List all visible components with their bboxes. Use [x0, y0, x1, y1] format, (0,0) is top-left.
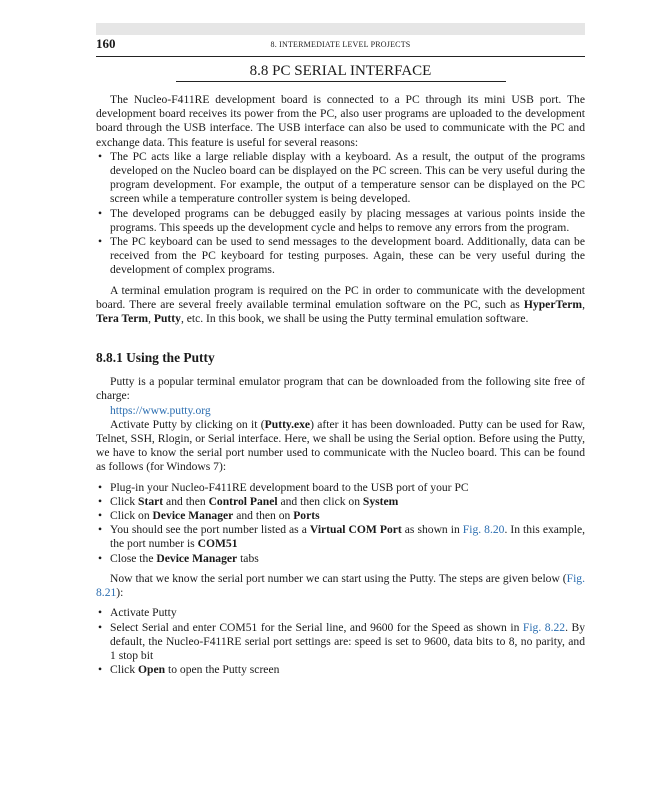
section-title: 8.8 PC SERIAL INTERFACE	[249, 63, 432, 79]
putty-exe-term: Putty.exe	[264, 417, 311, 431]
subsection-title: 8.8.1 Using the Putty	[96, 350, 215, 366]
header-rule	[96, 56, 585, 57]
top-band	[96, 23, 585, 35]
putty-url-link[interactable]: https://www.putty.org	[110, 403, 211, 417]
body-text	[96, 93, 585, 677]
port-step-item: • Close the Device Manager tabs	[96, 552, 585, 566]
now-paragraph: Now that we know the serial port number we can start using the Putty. The steps are given below (Fig. 8.21):	[96, 571, 585, 600]
running-head: 8. INTERMEDIATE LEVEL PROJECTS	[270, 40, 411, 49]
fig-8-20-link[interactable]: Fig. 8.20	[462, 523, 505, 537]
fig-8-21-link[interactable]: Fig. 8.21	[96, 571, 585, 600]
putty-term: Putty	[153, 312, 181, 326]
port-step-item: • Click on Device Manager and then on Ports	[96, 509, 585, 523]
reasons-list	[96, 150, 585, 278]
port-step-item: • You should see the port number listed as a Virtual COM Port as shown in Fig. 8.20. In this example, the port number is COM51	[96, 523, 585, 551]
teraterm-term: Tera Term	[96, 312, 149, 326]
putty-step-item: • Activate Putty	[96, 606, 585, 620]
section-title-rule	[176, 81, 506, 82]
reason-item: • The PC keyboard can be used to send messages to the development board. Additionally, data can be received from the PC keyboard for testing purposes. Again, these can be very useful during the development of complex programs.	[96, 235, 585, 278]
fig-8-22-link[interactable]: Fig. 8.22	[522, 620, 566, 634]
port-step-item: • Click Start and then Control Panel and then click on System	[96, 495, 585, 509]
reason-item: • The developed programs can be debugged easily by placing messages at various points inside the programs. This speeds up the development cycle and helps to remove any errors from the program.	[96, 207, 585, 235]
port-steps-list	[96, 481, 585, 566]
reason-item: • The PC acts like a large reliable display with a keyboard. As a result, the output of the programs developed on the Nucleo board can be displayed on the PC screen. This can be very useful during the program development. For example, the output of a temperature sensor can be displayed on the PC screen while a temperature controller system is being developed.	[96, 150, 585, 207]
putty-step-item: • Click Open to open the Putty screen	[96, 663, 585, 677]
putty-step-item: • Select Serial and enter COM51 for the Serial line, and 9600 for the Speed as shown in Fig. 8.22. By default, the Nucleo-F411RE serial port settings are: speed is set to 9600, data bits to 8, no parity, and 1 stop bit	[96, 621, 585, 664]
page-number: 160	[96, 36, 116, 51]
port-step-item: • Plug-in your Nucleo-F411RE development board to the USB port of your PC	[96, 481, 585, 495]
hyperterm-term: HyperTerm	[523, 297, 583, 311]
emulation-paragraph: A terminal emulation program is required on the PC in order to communicate with the development board. There are several freely available terminal emulation software on the PC, such as HyperTerm, Tera Term, Putty, etc. In this book, we shall be using the Putty terminal emulation software.	[96, 283, 585, 326]
intro-paragraph: The Nucleo-F411RE development board is connected to a PC through its mini USB port. The development board receives its power from the PC, also user programs are uploaded to the development board through the USB interface. The USB interface can also be used to communicate with the PC and exchange data. This feature is useful for several reasons:	[96, 93, 585, 149]
activate-paragraph: Activate Putty by clicking on it (Putty.exe) after it has been downloaded. Putty can be used for Raw, Telnet, SSH, Rlogin, or Serial interface. Here, we shall be using the Serial option. Before using the Putty, we have to know the serial port number used to communicate with the Nucleo board. This can be found as follows (for Windows 7):	[96, 417, 585, 474]
putty-steps-list	[96, 606, 585, 677]
putty-intro-paragraph: Putty is a popular terminal emulator program that can be downloaded from the following site free of charge:	[96, 375, 585, 403]
